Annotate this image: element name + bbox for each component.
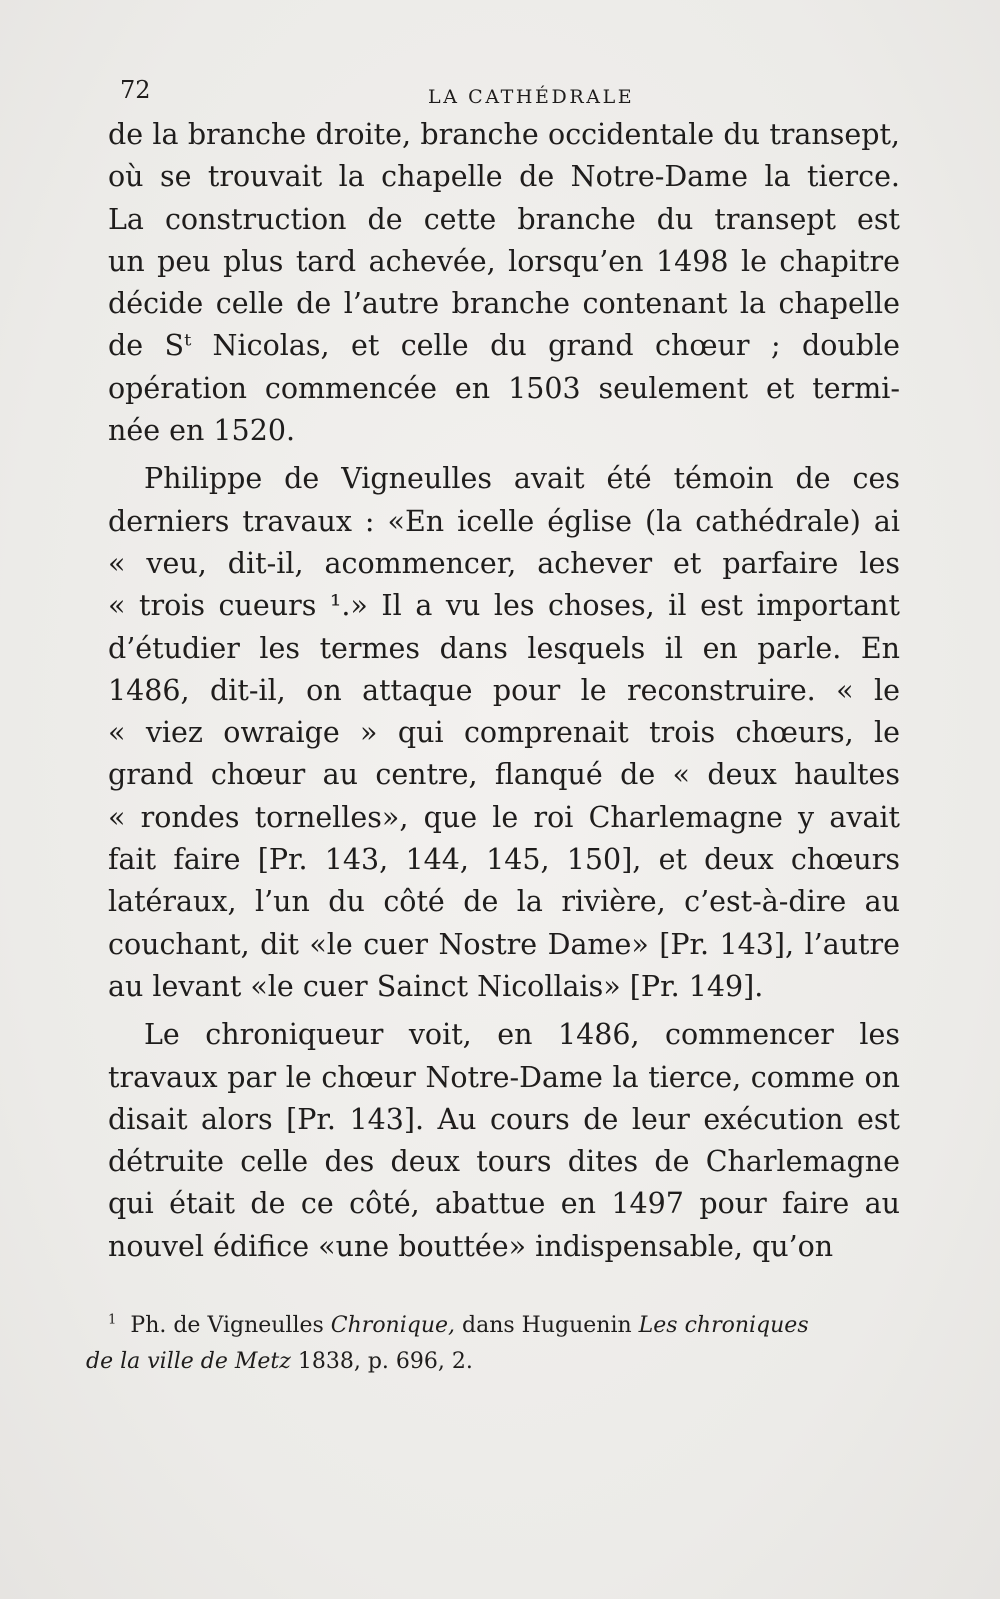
footnote-line bbox=[86, 1344, 876, 1380]
text-line: nouvel édifice «une bouttée» indispensable, qu’on bbox=[108, 1229, 834, 1263]
text-line: « rondes tornelles», que le roi Charlemagne y avait bbox=[108, 800, 900, 834]
footnote-text: 1838, p. 696, 2. bbox=[290, 1349, 473, 1374]
text-line: de Sᵗ Nicolas, et celle du grand chœur ; double bbox=[108, 329, 900, 363]
text-line: disait alors [Pr. 143]. Au cours de leur exécution est bbox=[108, 1102, 900, 1136]
paragraph bbox=[108, 1014, 900, 1268]
text-line: au levant «le cuer Sainct Nicollais» [Pr. 149]. bbox=[108, 969, 764, 1003]
text-line: couchant, dit «le cuer Nostre Dame» [Pr. 143], l’autre bbox=[108, 927, 900, 961]
text-line: née en 1520. bbox=[108, 414, 296, 448]
footnote bbox=[86, 1308, 876, 1380]
body-text bbox=[108, 114, 900, 1268]
text-line: latéraux, l’un du côté de la rivière, c’est-à-dire au bbox=[108, 885, 900, 919]
text-line: décide celle de l’autre branche contenant la chapelle bbox=[108, 287, 900, 321]
footnote-title: Chronique, bbox=[330, 1313, 456, 1338]
footnote-text: dans Huguenin bbox=[455, 1313, 639, 1338]
text-line: de la branche droite, branche occidentale du transept, bbox=[108, 118, 900, 151]
footnote-title: de la ville de Metz bbox=[86, 1349, 291, 1374]
text-line: travaux par le chœur Notre-Dame la tierce, comme on bbox=[108, 1060, 900, 1094]
text-line: Le chroniqueur voit, en 1486, commencer les bbox=[144, 1018, 900, 1052]
text-line: La construction de cette branche du transept est bbox=[108, 202, 900, 236]
text-line: « veu, dit-il, acommencer, achever et parfaire les bbox=[108, 546, 900, 580]
page-number: 72 bbox=[120, 76, 151, 104]
text-line: qui était de ce côté, abattue en 1497 pour faire au bbox=[108, 1187, 900, 1221]
paragraph bbox=[108, 458, 900, 1008]
text-line: « viez owraige » qui comprenait trois chœurs, le bbox=[108, 716, 900, 750]
text-line: d’étudier les termes dans lesquels il en parle. En bbox=[108, 631, 900, 665]
text-line: où se trouvait la chapelle de Notre-Dame la tierce. bbox=[108, 160, 900, 194]
paragraph bbox=[108, 114, 900, 452]
text-line: grand chœur au centre, flanqué de « deux haultes bbox=[108, 758, 900, 792]
footnote-line bbox=[86, 1308, 876, 1344]
running-title: LA CATHÉDRALE bbox=[428, 86, 635, 108]
text-line: « trois cueurs ¹.» Il a vu les choses, il est important bbox=[108, 589, 900, 623]
text-line: un peu plus tard achevée, lorsqu’en 1498 le chapitre bbox=[108, 244, 900, 278]
footnote-title: Les chroniques bbox=[638, 1313, 809, 1338]
footnote-text: Ph. de Vigneulles bbox=[130, 1313, 331, 1338]
text-line: 1486, dit-il, on attaque pour le reconstruire. « le bbox=[108, 673, 900, 707]
footnote-marker: 1 bbox=[108, 1312, 117, 1328]
text-line: derniers travaux : «En icelle église (la cathédrale) ai bbox=[108, 504, 900, 538]
text-line: opération commencée en 1503 seulement et termi- bbox=[108, 371, 900, 405]
page-header bbox=[0, 76, 1000, 112]
text-line: fait faire [Pr. 143, 144, 145, 150], et deux chœurs bbox=[108, 843, 900, 877]
text-line: détruite celle des deux tours dites de Charlemagne bbox=[108, 1145, 900, 1179]
text-line: Philippe de Vigneulles avait été témoin de ces bbox=[144, 462, 900, 496]
